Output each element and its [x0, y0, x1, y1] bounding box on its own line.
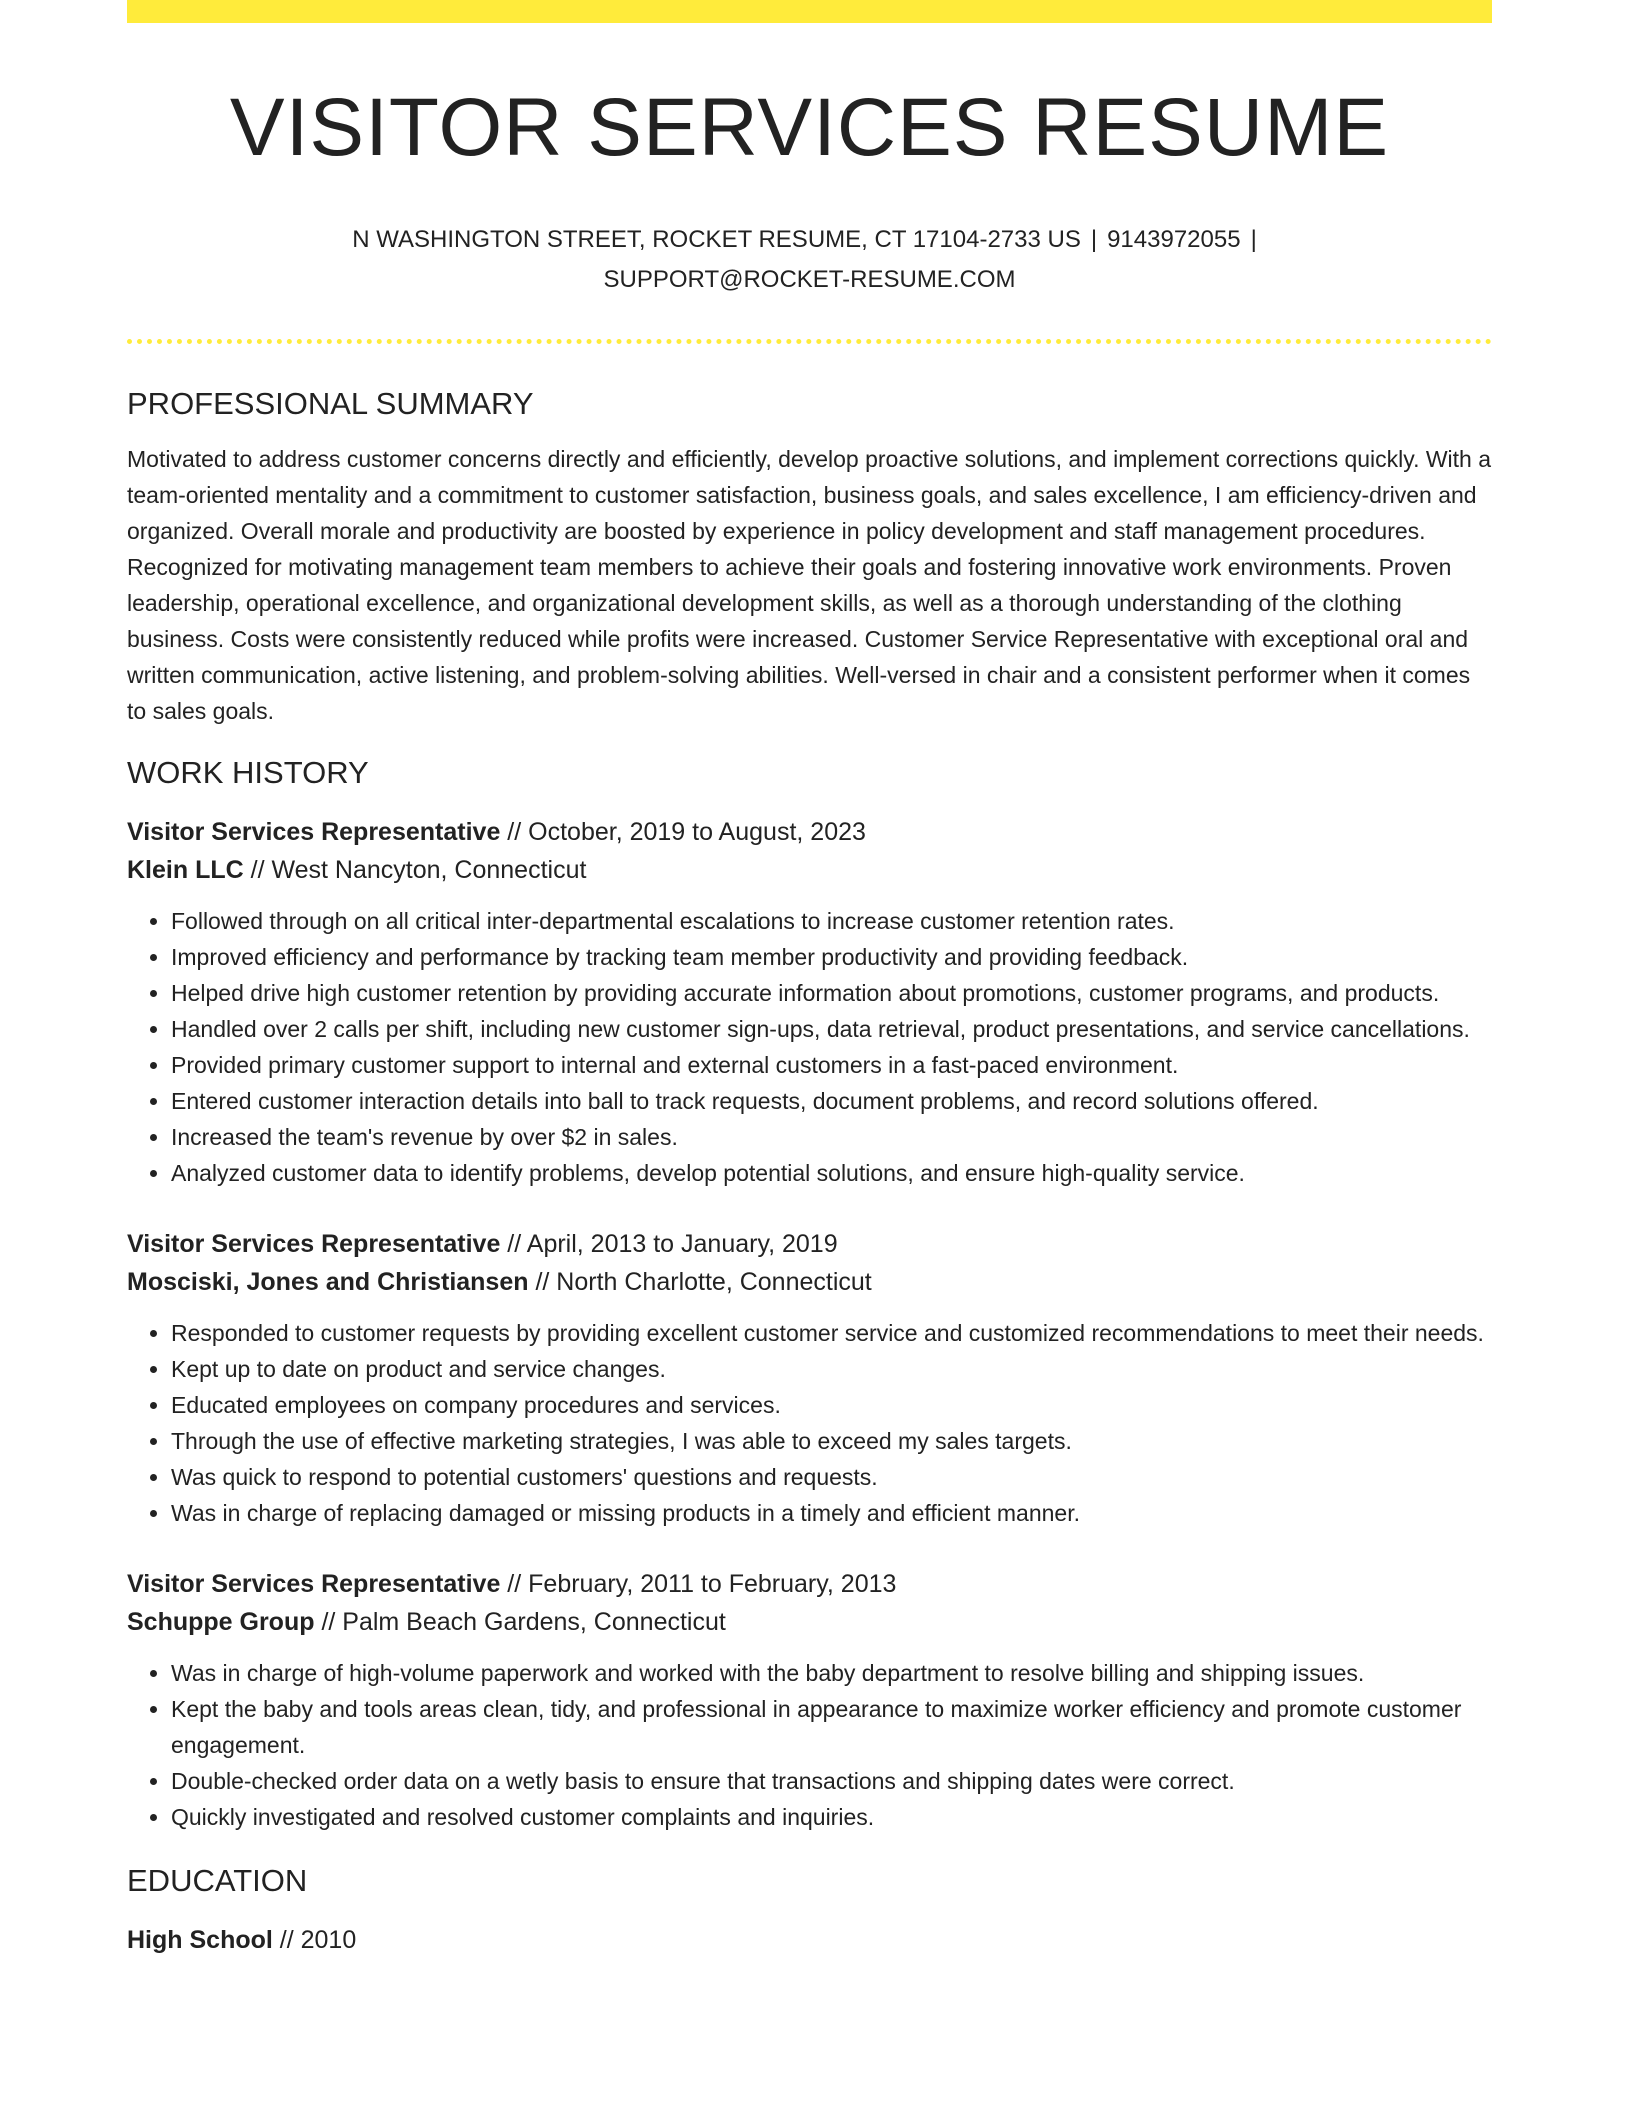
job-entry [127, 1225, 1492, 1531]
job-bullet: • Was in charge of high-volume paperwork and worked with the baby department to resolve billing and shipping issues. [171, 1655, 1492, 1691]
contact-info [127, 220, 1492, 300]
job-bullet: • Kept up to date on product and service changes. [171, 1351, 1492, 1387]
job-bullet: • Helped drive high customer retention by providing accurate information about promotions, customer programs, and products. [171, 975, 1492, 1011]
job-bullet: • Quickly investigated and resolved customer complaints and inquiries. [171, 1799, 1492, 1835]
job-bullet: • Was quick to respond to potential customers' questions and requests. [171, 1459, 1492, 1495]
job-entry [127, 813, 1492, 1191]
education-school: High School [127, 1926, 273, 1954]
job-bullets [127, 1315, 1492, 1531]
contact-address: N WASHINGTON STREET, ROCKET RESUME, CT 17104-2733 US [352, 226, 1081, 253]
job-entry [127, 1565, 1492, 1835]
job-bullets [127, 1655, 1492, 1835]
job-company: Mosciski, Jones and Christiansen [127, 1268, 529, 1296]
job-dates: // April, 2013 to January, 2019 [500, 1230, 838, 1258]
contact-email: SUPPORT@ROCKET-RESUME.COM [603, 266, 1016, 293]
education-entry [127, 1921, 1492, 1959]
job-dates: // February, 2011 to February, 2013 [500, 1570, 897, 1598]
job-bullet: • Entered customer interaction details into ball to track requests, document problems, and record solutions offered. [171, 1083, 1492, 1119]
job-bullet: • Increased the team's revenue by over $2 in sales. [171, 1119, 1492, 1155]
job-bullet: • Followed through on all critical inter-departmental escalations to increase customer retention rates. [171, 903, 1492, 939]
job-company-line [127, 851, 1492, 889]
job-bullet: • Educated employees on company procedures and services. [171, 1387, 1492, 1423]
education-heading: EDUCATION [127, 1863, 308, 1898]
job-bullet: • Provided primary customer support to internal and external customers in a fast-paced environment. [171, 1047, 1492, 1083]
work-history-heading: WORK HISTORY [127, 755, 369, 790]
job-company: Klein LLC [127, 856, 244, 884]
job-bullet: • Was in charge of replacing damaged or missing products in a timely and efficient manner. [171, 1495, 1492, 1531]
jobs-list [127, 813, 1492, 1835]
job-title-line [127, 813, 1492, 851]
job-bullet: • Double-checked order data on a wetly basis to ensure that transactions and shipping dates were correct. [171, 1763, 1492, 1799]
job-location: // North Charlotte, Connecticut [528, 1268, 872, 1296]
contact-separator: | [1250, 226, 1257, 253]
job-bullets [127, 903, 1492, 1191]
job-title: Visitor Services Representative [127, 1230, 501, 1258]
job-location: // West Nancyton, Connecticut [243, 856, 587, 884]
job-dates: // October, 2019 to August, 2023 [500, 818, 866, 846]
job-title-line [127, 1225, 1492, 1263]
job-company-line [127, 1263, 1492, 1301]
resume-content [127, 0, 1492, 1959]
job-location: // Palm Beach Gardens, Connecticut [314, 1608, 726, 1636]
summary-heading: PROFESSIONAL SUMMARY [127, 386, 534, 421]
summary-text: Motivated to address customer concerns directly and efficiently, develop proactive solutions, and implement corrections quickly. With a team-oriented mentality and a commitment to customer satisfaction, business goals, and sales excellence, I am efficiency-driven and organized. Overall morale and productivity are boosted by experience in policy development and staff management procedures. Recognized for motivating management team members to achieve their goals and fostering innovative work environments. Proven leadership, operational excellence, and organizational development skills, as well as a thorough understanding of the clothing business. Costs were consistently reduced while profits were increased. Customer Service Representative with exceptional oral and written communication, active listening, and problem-solving abilities. Well-versed in chair and a consistent performer when it comes to sales goals. [127, 446, 1492, 724]
job-bullet: • Handled over 2 calls per shift, including new customer sign-ups, data retrieval, product presentations, and service cancellations. [171, 1011, 1492, 1047]
job-title-line [127, 1565, 1492, 1603]
job-company: Schuppe Group [127, 1608, 315, 1636]
job-company-line [127, 1603, 1492, 1641]
job-title: Visitor Services Representative [127, 818, 501, 846]
contact-separator: | [1090, 226, 1098, 253]
job-bullet: • Improved efficiency and performance by tracking team member productivity and providing feedback. [171, 939, 1492, 975]
dotted-divider [127, 339, 1492, 344]
job-title: Visitor Services Representative [127, 1570, 501, 1598]
job-bullet: • Responded to customer requests by providing excellent customer service and customized recommendations to meet their needs. [171, 1315, 1492, 1351]
education-year: // 2010 [272, 1926, 357, 1954]
resume-title: VISITOR SERVICES RESUME [229, 82, 1390, 173]
job-bullet: • Kept the baby and tools areas clean, tidy, and professional in appearance to maximize worker efficiency and promote customer engagement. [171, 1691, 1492, 1763]
job-bullet: • Through the use of effective marketing strategies, I was able to exceed my sales targets. [171, 1423, 1492, 1459]
contact-phone: 9143972055 [1107, 226, 1241, 253]
job-bullet: • Analyzed customer data to identify problems, develop potential solutions, and ensure high-quality service. [171, 1155, 1492, 1191]
